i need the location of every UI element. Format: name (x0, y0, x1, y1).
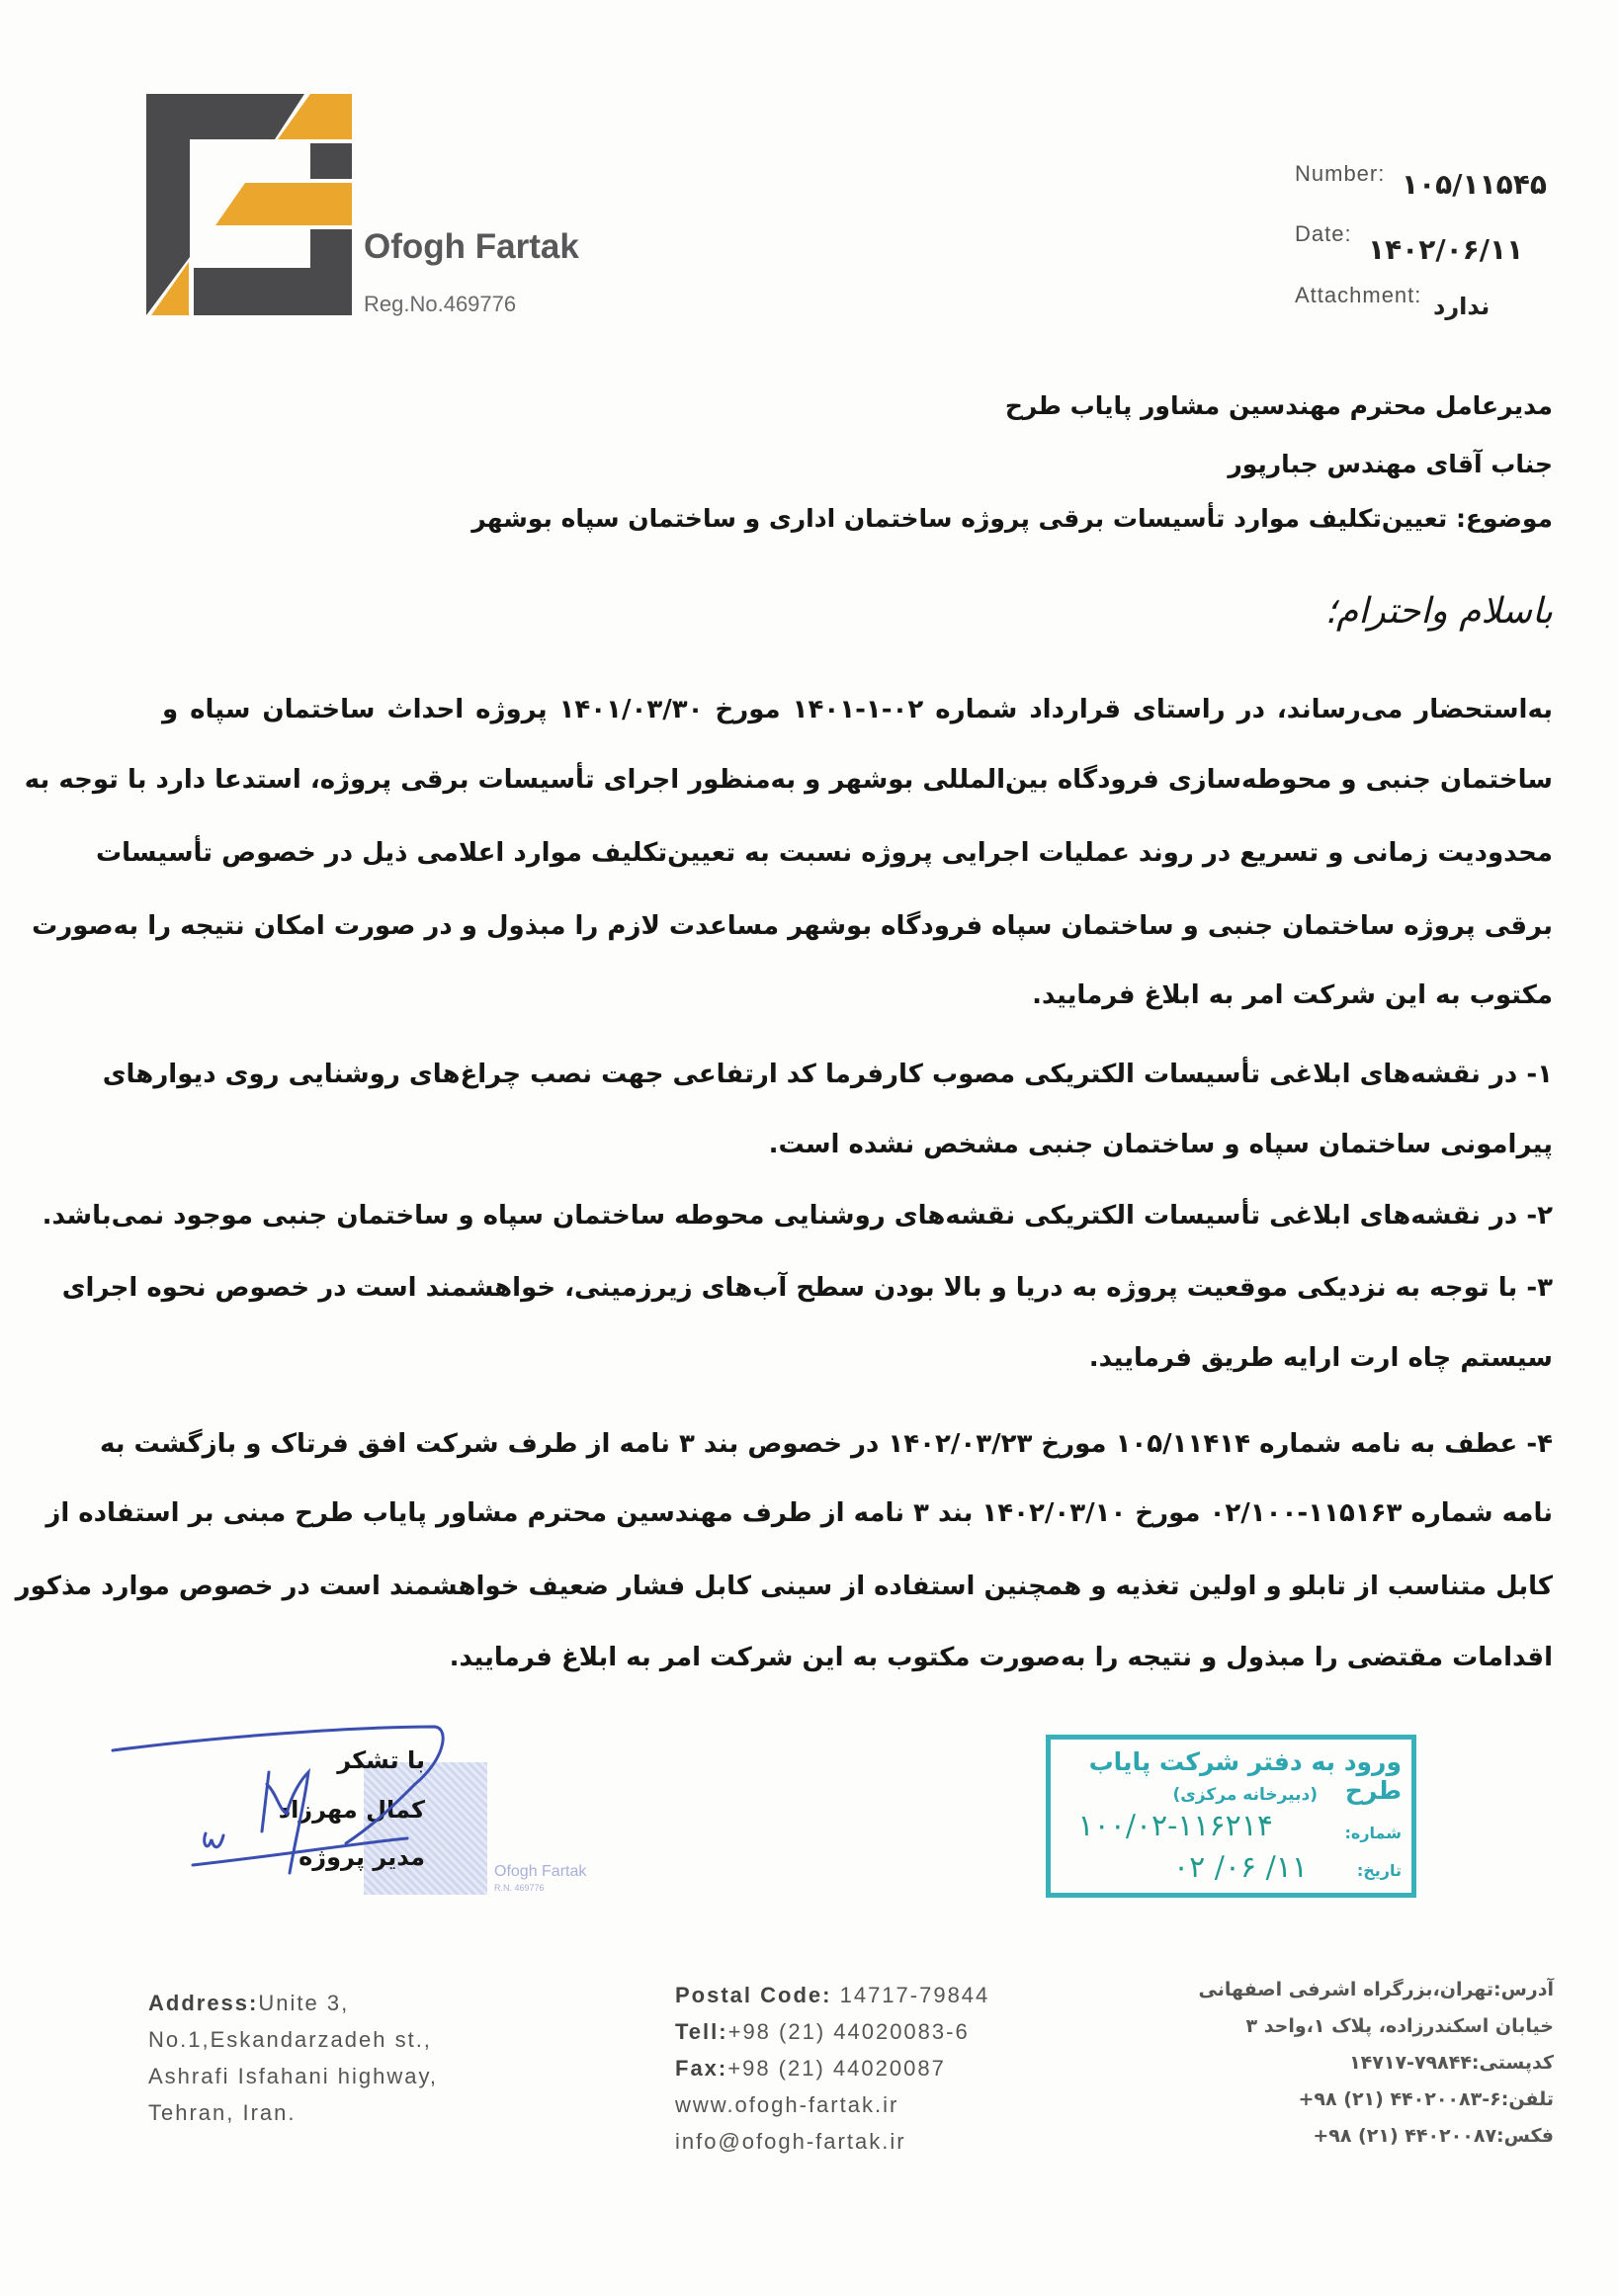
received-stamp (1046, 1735, 1416, 1898)
footer-contact (675, 1977, 989, 2160)
number-label: Number: (1295, 161, 1386, 186)
company-logo (146, 94, 352, 315)
address-line: Ashrafi Isfahani highway, (148, 2064, 438, 2088)
body-line: محدودیت زمانی و تسریع در روند عملیات اجرایی پروژه نسبت به تعیین‌تکلیف موارد اعلامی ذیل در خصوص تأسیسات (95, 838, 1553, 868)
footer-fa-line: فکس:۴۴۰۲۰۰۸۷ (۲۱) ۹۸+ (1313, 2125, 1554, 2147)
company-name: Ofogh Fartak (364, 227, 579, 266)
item-4-line: اقدامات مقتضی را مبذول و نتیجه را به‌صورت مکتوب به این شرکت امر به ابلاغ فرمایید. (449, 1643, 1553, 1672)
email-link[interactable]: info@ofogh-fartak.ir (675, 2129, 906, 2154)
footer-address-fa (1199, 1972, 1554, 2155)
seal-text: Ofogh Fartak (494, 1863, 587, 1880)
footer-fa-line: کدپستی:۷۹۸۴۴-۱۴۷۱۷ (1349, 2052, 1554, 2074)
item-4-line: کابل متناسب از تابلو و اولین تغذیه و همچنین استفاده از سینی کابل فشار ضعیف خواهشمند است در خصوص موارد مذکور (15, 1572, 1553, 1601)
handwritten-signature-icon (99, 1715, 652, 1913)
body-line: به‌استحضار می‌رساند، در راستای قرارداد شماره ۰۲-۱-۱۴۰۱ مورخ ۱۴۰۱/۰۳/۳۰ پروژه احداث ساختمان سپاه و (162, 695, 1553, 724)
postal-value: 14717-79844 (839, 1983, 990, 2007)
number-value: ۱۰۵/۱۱۵۴۵ (1402, 168, 1547, 201)
address-line: Tehran, Iran. (148, 2100, 297, 2125)
item-3-line: سیستم چاه ارت ارایه طریق فرمایید. (1088, 1343, 1553, 1373)
body-line: برقی پروژه ساختمان جنبی و ساختمان سپاه فرودگاه بوشهر مساعدت لازم را مبذول و در صورت امکان نتیجه را به‌صورت (32, 911, 1553, 941)
stamp-date-value: ۱۱/ ۰۶/ ۰۲ (1172, 1850, 1308, 1885)
footer-fa-line: آدرس:تهران،بزرگراه اشرفی اصفهانی (1198, 1979, 1554, 2000)
body-line: مکتوب به این شرکت امر به ابلاغ فرمایید. (1032, 980, 1553, 1010)
item-1-line: ۱- در نقشه‌های ابلاغی تأسیسات الکتریکی مصوب کارفرما کد ارتفاعی جهت نصب چراغ‌های روشنایی روی دیوارهای (102, 1060, 1553, 1089)
attachment-label: Attachment: (1295, 283, 1422, 307)
stamp-date-label: تاریخ: (1356, 1861, 1402, 1880)
tel-value: +98 (21) 44020083-6 (727, 2019, 970, 2044)
item-4-line: ۴- عطف به نامه شماره ۱۰۵/۱۱۴۱۴ مورخ ۱۴۰۲/۰۳/۲۳ در خصوص بند ۳ نامه از طرف شرکت افق فرتاک و بازگشت به (99, 1429, 1553, 1459)
attachment-value: ندارد (1433, 293, 1491, 320)
stamp-number-label: شماره: (1344, 1824, 1402, 1842)
address-line: No.1,Eskandarzadeh st., (148, 2027, 432, 2052)
item-3-line: ۳- با توجه به نزدیکی موقعیت پروژه به دریا و بالا بودن سطح آب‌های زیرزمینی، خواهشمند است در خصوص نحوه اجرای (61, 1273, 1553, 1303)
registration-number: Reg.No.469776 (364, 292, 517, 316)
postal-label: Postal Code: (675, 1983, 832, 2007)
stamp-title: ورود به دفتر شرکت پایاب طرح (1088, 1747, 1402, 1805)
item-1-line: پیرامونی ساختمان سپاه و ساختمان جنبی مشخص نشده است. (768, 1130, 1553, 1159)
item-2-line: ۲- در نقشه‌های ابلاغی تأسیسات الکتریکی نقشه‌های روشنایی محوطه ساختمان سپاه و ساختمان جنبی موجود نمی‌باشد. (42, 1201, 1553, 1231)
footer-fa-line: خیابان اسکندرزاده، پلاک ۱،واحد ۳ (1245, 2015, 1554, 2037)
recipient-line-1: مدیرعامل محترم مهندسین مشاور پایاب طرح (1004, 391, 1553, 420)
seal-reg: R.N. 469776 (494, 1883, 545, 1893)
signer-title: مدیر پروژه (298, 1843, 425, 1871)
tel-label: Tell: (675, 2019, 728, 2044)
stamp-subtitle: (دبیرخانه مرکزی) (1172, 1785, 1318, 1805)
recipient-line-2: جناب آقای مهندس جبارپور (1228, 450, 1553, 478)
address-line: Unite 3, (258, 1991, 350, 2015)
subject-line: موضوع: تعیین‌تکلیف موارد تأسیسات برقی پروژه ساختمان اداری و ساختمان سپاه بوشهر (471, 504, 1553, 533)
footer-address (148, 1985, 438, 2131)
stamp-number-value: ۱۰۰/۰۲-۱۱۶۲۱۴ (1077, 1809, 1273, 1843)
salutation: باسلام واحترام؛ (1324, 591, 1553, 632)
fax-value: +98 (21) 44020087 (727, 2056, 946, 2081)
fax-label: Fax: (675, 2056, 728, 2081)
signature-block (99, 1715, 652, 1913)
signer-name: کمال مهرزاد (278, 1796, 425, 1824)
item-4-line: نامه شماره ۱۱۵۱۶۳-۰۲/۱۰۰ مورخ ۱۴۰۲/۰۳/۱۰ بند ۳ نامه از طرف مهندسین محترم مشاور پایاب طرح مبنی بر استفاده از (45, 1498, 1553, 1528)
address-label: Address: (148, 1991, 259, 2015)
body-line: ساختمان جنبی و محوطه‌سازی فرودگاه بین‌المللی بوشهر و به‌منظور اجرای تأسیسات برقی پروژه، استدعا دارد با توجه به (24, 765, 1553, 795)
footer-fa-line: تلفن:۶-۴۴۰۲۰۰۸۳ (۲۱) ۹۸+ (1298, 2088, 1554, 2110)
date-value: ۱۴۰۲/۰۶/۱۱ (1368, 233, 1524, 266)
date-label: Date: (1295, 221, 1352, 246)
website-link[interactable]: www.ofogh-fartak.ir (675, 2092, 899, 2117)
closing-text: با تشکر (337, 1746, 425, 1774)
